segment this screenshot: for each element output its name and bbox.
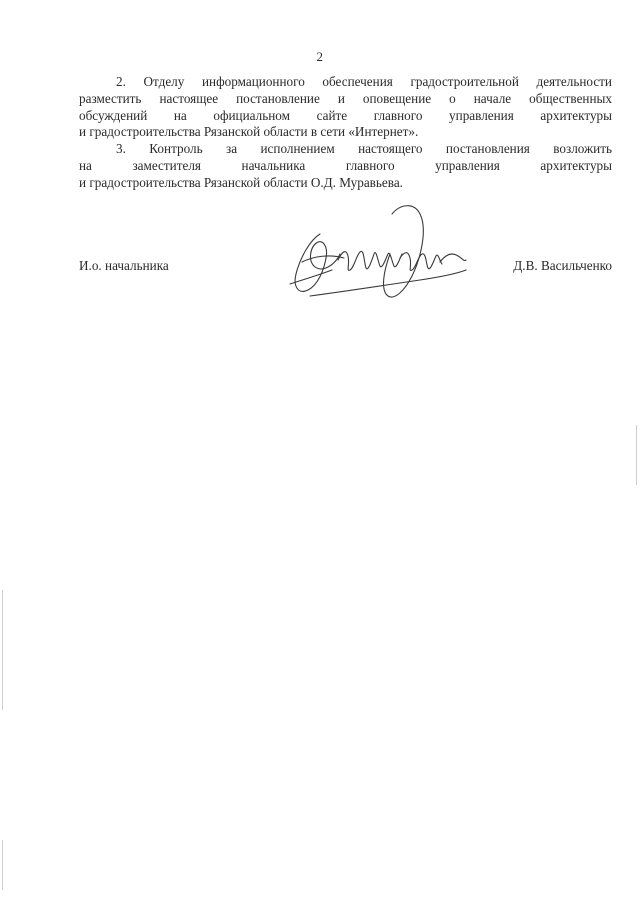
paragraph-line: разместить настоящее постановление и оповещение о начале общественных [79, 90, 612, 106]
paragraph-line: на заместителя начальника главного управления архитектуры [79, 157, 612, 173]
paragraph-line: 2. Отделу информационного обеспечения градостроительной деятельности [116, 74, 612, 89]
paragraph-line: и градостроительства Рязанской области О.Д. Муравьева. [79, 174, 403, 190]
signatory-title: И.о. начальника [79, 258, 169, 273]
paragraph-2 [79, 74, 612, 141]
paragraph-line: и градостроительства Рязанской области в сети «Интернет». [79, 124, 419, 140]
document-body [79, 74, 612, 192]
scan-mark [2, 590, 3, 710]
scan-mark [636, 425, 637, 485]
paragraph-3 [79, 141, 612, 191]
paragraph-line: 3. Контроль за исполнением настоящего постановления возложить [116, 141, 612, 157]
signatory-name: Д.В. Васильченко [513, 258, 612, 273]
handwritten-signature [280, 200, 470, 315]
paragraph-line: обсуждений на официальном сайте главного управления архитектуры [79, 107, 612, 123]
page-number: 2 [316, 49, 324, 64]
scan-mark [2, 840, 3, 890]
